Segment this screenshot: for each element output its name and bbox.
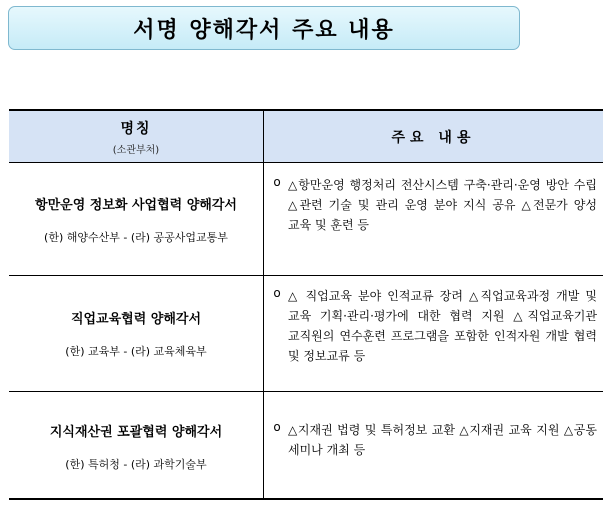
mou-name: 직업교육협력 양해각서 — [70, 312, 202, 327]
mou-ministries: (한) 교육부 - (라) 교육체육부 — [65, 345, 207, 358]
mou-name-cell — [9, 392, 264, 500]
mou-ministries: (한) 특허청 - (라) 과학기술부 — [65, 457, 207, 471]
mou-ministries: (한) 해양수산부 - (라) 공공사업교통부 — [44, 230, 228, 244]
mou-content-cell — [264, 392, 603, 500]
mou-content-cell — [264, 163, 603, 275]
table-header-row — [9, 111, 603, 163]
mou-table — [9, 109, 603, 500]
page-title: 서명 양해각서 주요 내용 — [133, 17, 395, 43]
mou-content-cell — [264, 276, 603, 391]
header-name-cell — [9, 111, 264, 162]
mou-name: 지식재산권 포괄협력 양해각서 — [49, 424, 223, 440]
bullet-marker: o — [273, 286, 281, 300]
mou-name-cell — [9, 163, 264, 275]
mou-content: △지재권 법령 및 특허정보 교환 △지재권 교육 지원 △공동 세미나 개최 등 — [288, 423, 597, 457]
bullet-marker: o — [273, 420, 281, 434]
title-banner — [8, 6, 520, 50]
bullet-marker: o — [273, 175, 281, 189]
mou-name-cell — [9, 276, 264, 391]
mou-name: 항만운영 정보화 사업협력 양해각서 — [35, 197, 237, 213]
header-content: 주요 내용 — [391, 129, 476, 146]
header-content-cell — [264, 111, 603, 162]
mou-content: △ 직업교육 분야 인적교류 장려 △직업교육과정 개발 및 교육 기획·관리·평가에 대한 협력 지원 △직업교육기관 교직원의 연수훈련 프로그램을 포함한 인적자원 개발 협력 및 정보교류 등 — [288, 289, 597, 363]
table-row — [9, 163, 603, 276]
table-row — [9, 392, 603, 500]
mou-content: △항만운영 행정처리 전산시스템 구축·관리·운영 방안 수립 △관련 기술 및 관리 운영 분야 지식 공유 △전문가 양성 교육 및 훈련 등 — [288, 178, 597, 232]
header-name-sub: (소관부처) — [112, 144, 160, 156]
table-row — [9, 276, 603, 392]
header-name: 명칭 — [120, 120, 152, 137]
